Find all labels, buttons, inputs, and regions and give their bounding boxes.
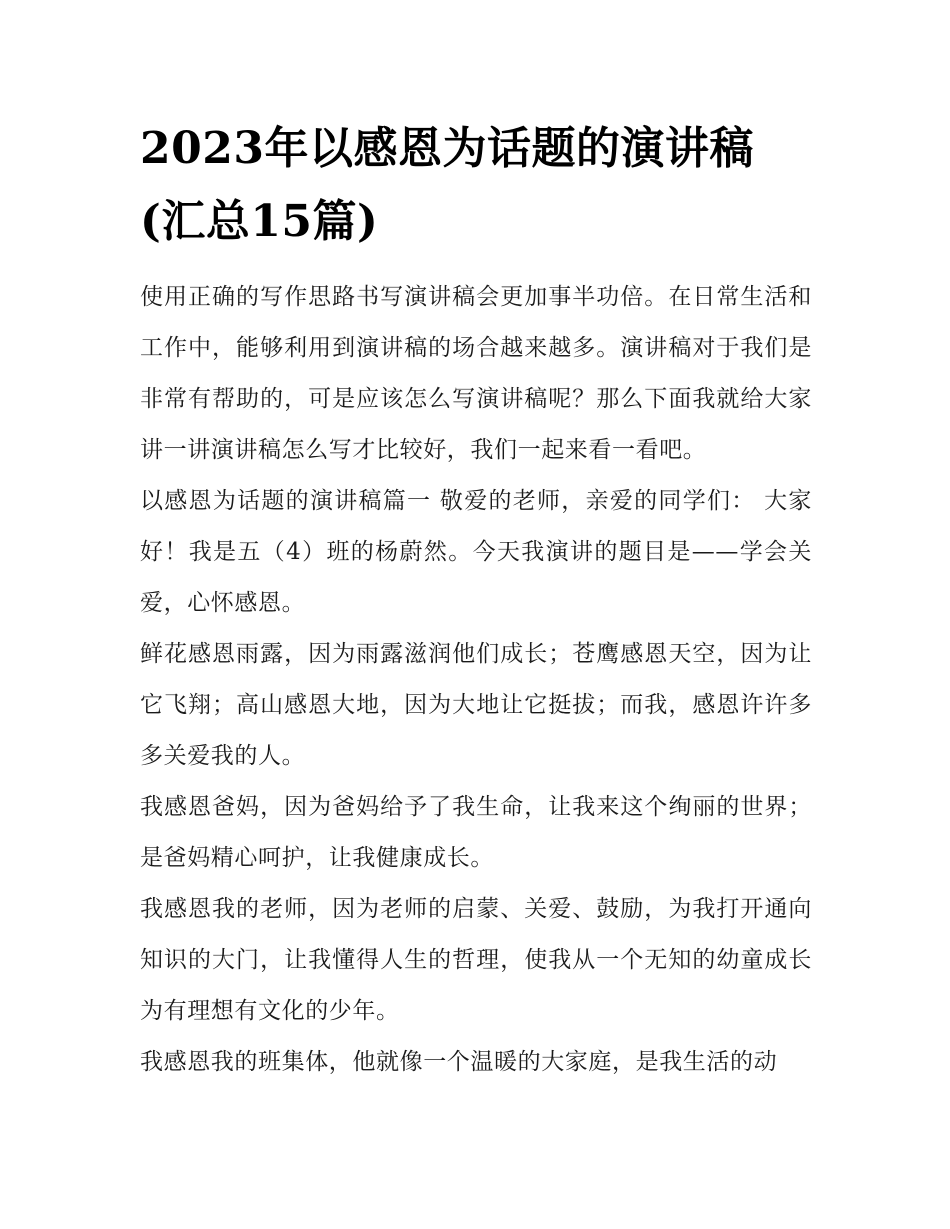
document-title: 2023年以感恩为话题的演讲稿(汇总15篇) bbox=[140, 123, 754, 247]
paragraph-gratitude-teachers: 我感恩我的老师，因为老师的启蒙、关爱、鼓励，为我打开通向知识的大门，让我懂得人生的哲理，使我从一个无知的幼童成长为有理想有文化的少年。 bbox=[140, 896, 812, 1024]
paragraph-speech-opening: 以感恩为话题的演讲稿篇一 敬爱的老师，亲爱的同学们： 大家好！我是五（4）班的杨蔚然。今天我演讲的题目是——学会关爱，心怀感恩。 bbox=[140, 488, 812, 616]
paragraph-gratitude-class: 我感恩我的班集体，他就像一个温暖的大家庭，是我生活的动 bbox=[140, 1049, 778, 1075]
document-page bbox=[140, 112, 812, 1088]
paragraph-gratitude-nature: 鲜花感恩雨露，因为雨露滋润他们成长；苍鹰感恩天空，因为让它飞翔；高山感恩大地，因为大地让它挺拔；而我，感恩许许多多关爱我的人。 bbox=[140, 641, 812, 769]
paragraph-gratitude-parents: 我感恩爸妈，因为爸妈给予了我生命，让我来这个绚丽的世界；是爸妈精心呵护，让我健康成长。 bbox=[140, 794, 812, 871]
paragraph-intro: 使用正确的写作思路书写演讲稿会更加事半功倍。在日常生活和工作中，能够利用到演讲稿的场合越来越多。演讲稿对于我们是非常有帮助的，可是应该怎么写演讲稿呢？那么下面我就给大家讲一讲演讲稿怎么写才比较好，我们一起来看一看吧。 bbox=[140, 284, 812, 463]
